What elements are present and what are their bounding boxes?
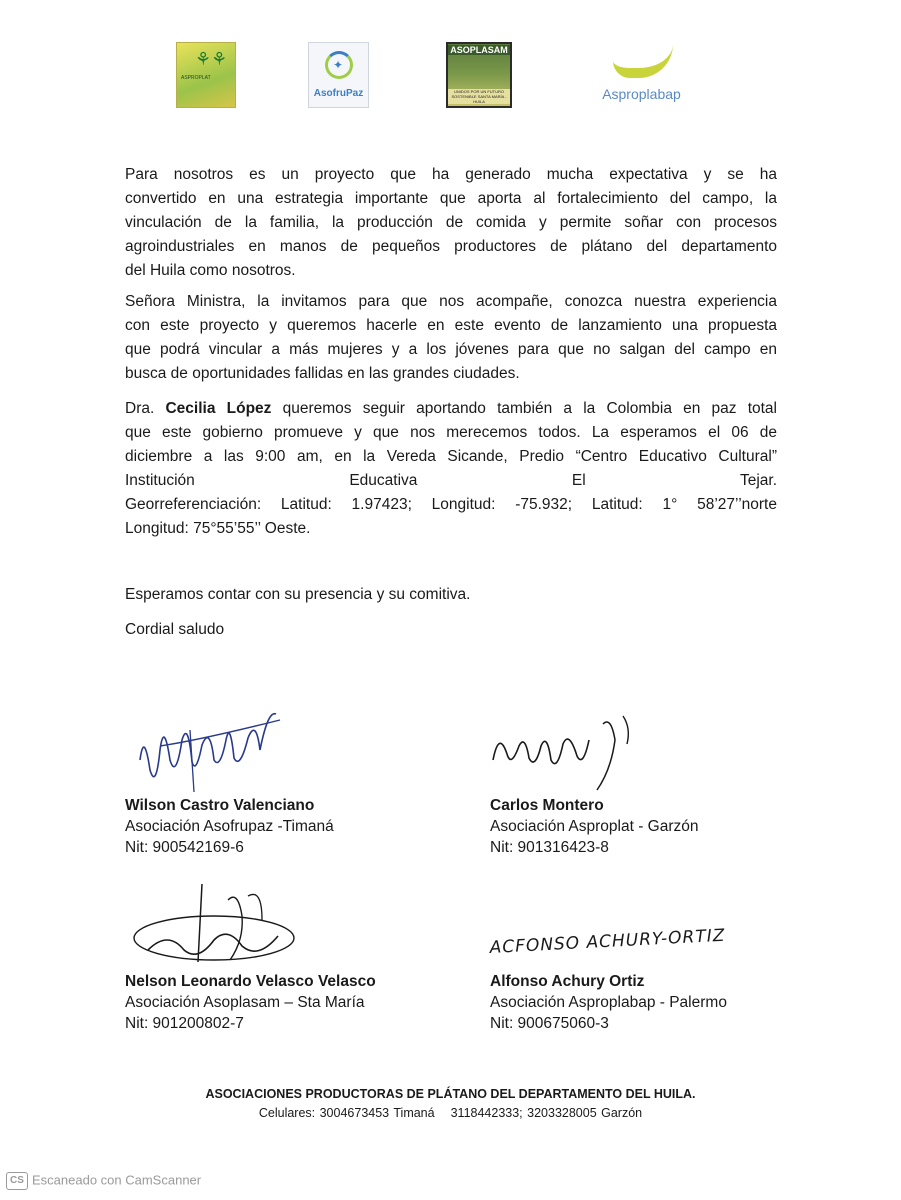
asproplabap-logo [583,42,700,108]
asoplasam-logo [446,42,512,108]
paragraph-2-line: Señora Ministra, la invitamos para que nos acompañe, conozca nuestra experiencia [125,293,777,310]
paragraph-1-line: vinculación de la familia, la producción de comida y permite soñar con procesos [125,214,777,231]
signatory-3-name: Nelson Leonardo Velasco Velasco [125,973,376,990]
paragraph-3-line: Longitud: 75°55’55’’ Oeste. [125,520,311,537]
footer-phone-timana: Celulares: 3004673453 Timaná [258,1106,435,1120]
logo-asoplasam-text: ASOPLASAM [448,45,510,55]
paragraph-1-line: agroindustriales en manos de pequeños productores de plátano del departamento [125,238,777,255]
signatory-1-org: Asociación Asofrupaz -Timaná [125,818,334,835]
signatory-4-name: Alfonso Achury Ortiz [490,973,645,990]
signatory-2-nit: Nit: 901316423-8 [490,839,609,856]
camscanner-badge: CS [6,1172,28,1190]
signatory-4-nit: Nit: 900675060-3 [490,1015,609,1032]
paragraph-3-line: Institución Educativa El Tejar. [125,472,777,489]
paragraph-3-line: que este gobierno promueve y que nos merecemos todos. La esperamos el 06 de [125,424,777,441]
footer-phone-garzon: 3118442333; 3203328005 Garzón [450,1106,643,1120]
paragraph-2-line: con este proyecto y queremos hacerle en este evento de lanzamiento una propuesta [125,317,777,334]
signatory-1-name: Wilson Castro Valenciano [125,797,315,814]
banana-icon [613,44,673,78]
logo-asproplabap-text: Asproplabap [602,86,681,102]
paragraph-2-line: busca de oportunidades fallidas en las grandes ciudades. [125,365,520,382]
paragraph-3 [125,397,777,541]
svg-text:ACFONSO ACHURY-ORTIZ: ACFONSO ACHURY-ORTIZ [489,925,726,958]
signatory-1-nit: Nit: 900542169-6 [125,839,244,856]
signature-nelson [128,880,308,972]
paragraph-2-line: que podrá vincular a más mujeres y a los jóvenes para que no salgan del campo en [125,341,777,358]
signature-alfonso [488,925,728,965]
minister-name: Cecilia López [165,400,272,417]
closing-line: Esperamos contar con su presencia y su comitiva. [125,586,471,603]
camscanner-watermark [6,1172,201,1190]
footer-phones [0,1106,901,1120]
asofrupaz-logo [308,42,369,108]
logo-asproplat-text: ASPROPLAT [181,75,211,81]
paragraph-1-line: convertido en una estrategia importante que aporta al fortalecimiento del campo, la [125,190,777,207]
paragraph-2 [125,290,777,386]
paragraph-3-line: Georreferenciación: Latitud: 1.97423; Longitud: -75.932; Latitud: 1° 58’27’’norte [125,496,777,513]
asproplat-logo [176,42,236,108]
signature-wilson [130,700,290,800]
dove-icon: ✦ [333,58,344,72]
family-icon: ⚘⚘ [195,49,228,69]
paragraph-3-line1-rest: queremos seguir aportando también a la Colombia en paz total [282,400,778,417]
paragraph-3-line: diciembre a las 9:00 am, en la Vereda Sicande, Predio “Centro Educativo Cultural” [125,448,777,465]
paragraph-1-line: Para nosotros es un proyecto que ha generado mucha expectativa y se ha [125,166,777,183]
camscanner-text: Escaneado con CamScanner [32,1172,202,1188]
signatory-3-nit: Nit: 901200802-7 [125,1015,244,1032]
salutation-prefix: Dra. [125,400,155,417]
signature-carlos [485,710,645,795]
logo-asofrupaz-text: AsofruPaz [313,88,364,99]
logo-asoplasam-subtext: UNIDOS POR UN FUTURO SOSTENIBLE SANTA MARÍA - HUILA [448,89,510,104]
paragraph-1-line: del Huila como nosotros. [125,262,296,279]
cordial-saludo: Cordial saludo [125,621,225,638]
footer-title: ASOCIACIONES PRODUCTORAS DE PLÁTANO DEL DEPARTAMENTO DEL HUILA. [205,1087,696,1101]
signatory-4-org: Asociación Asproplabap - Palermo [490,994,727,1011]
signatory-3-org: Asociación Asoplasam – Sta María [125,994,365,1011]
paragraph-1 [125,163,777,283]
signatory-2-name: Carlos Montero [490,797,604,814]
paragraph-3-line [125,397,777,421]
signatory-2-org: Asociación Asproplat - Garzón [490,818,699,835]
